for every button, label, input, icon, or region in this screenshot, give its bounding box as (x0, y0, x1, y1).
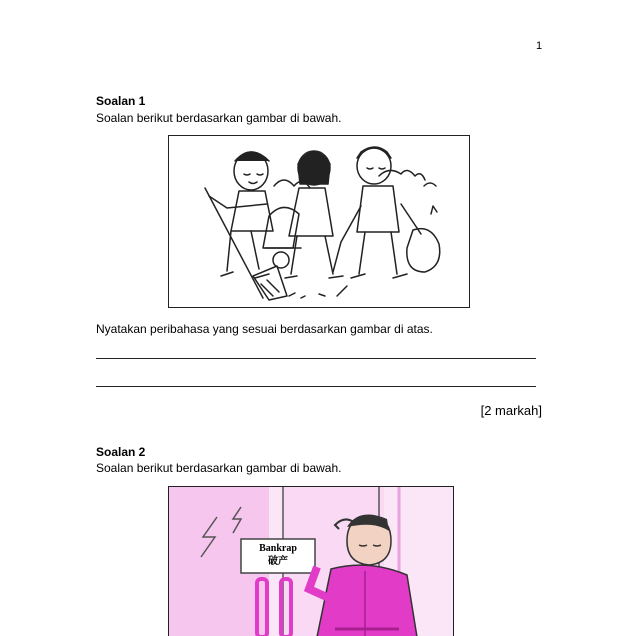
question-2-illustration (168, 486, 454, 636)
answer-line[interactable] (96, 358, 536, 359)
sign-text: Bankrap (259, 543, 297, 554)
question-2-instruction: Soalan berikut berdasarkan gambar di bawah. (96, 461, 342, 475)
question-1-prompt: Nyatakan peribahasa yang sesuai berdasarkan gambar di atas. (96, 322, 433, 336)
sign-text-chinese: 破产 (268, 556, 288, 567)
page-number: 1 (536, 40, 543, 52)
question-1-illustration (168, 135, 470, 308)
question-2-title: Soalan 2 (96, 445, 146, 459)
question-1-instruction: Soalan berikut berdasarkan gambar di bawah. (96, 111, 342, 125)
bankrap-sign (241, 539, 315, 573)
marks-label: [2 markah] (480, 403, 542, 418)
question-1-title: Soalan 1 (96, 94, 146, 108)
answer-line[interactable] (96, 386, 536, 387)
